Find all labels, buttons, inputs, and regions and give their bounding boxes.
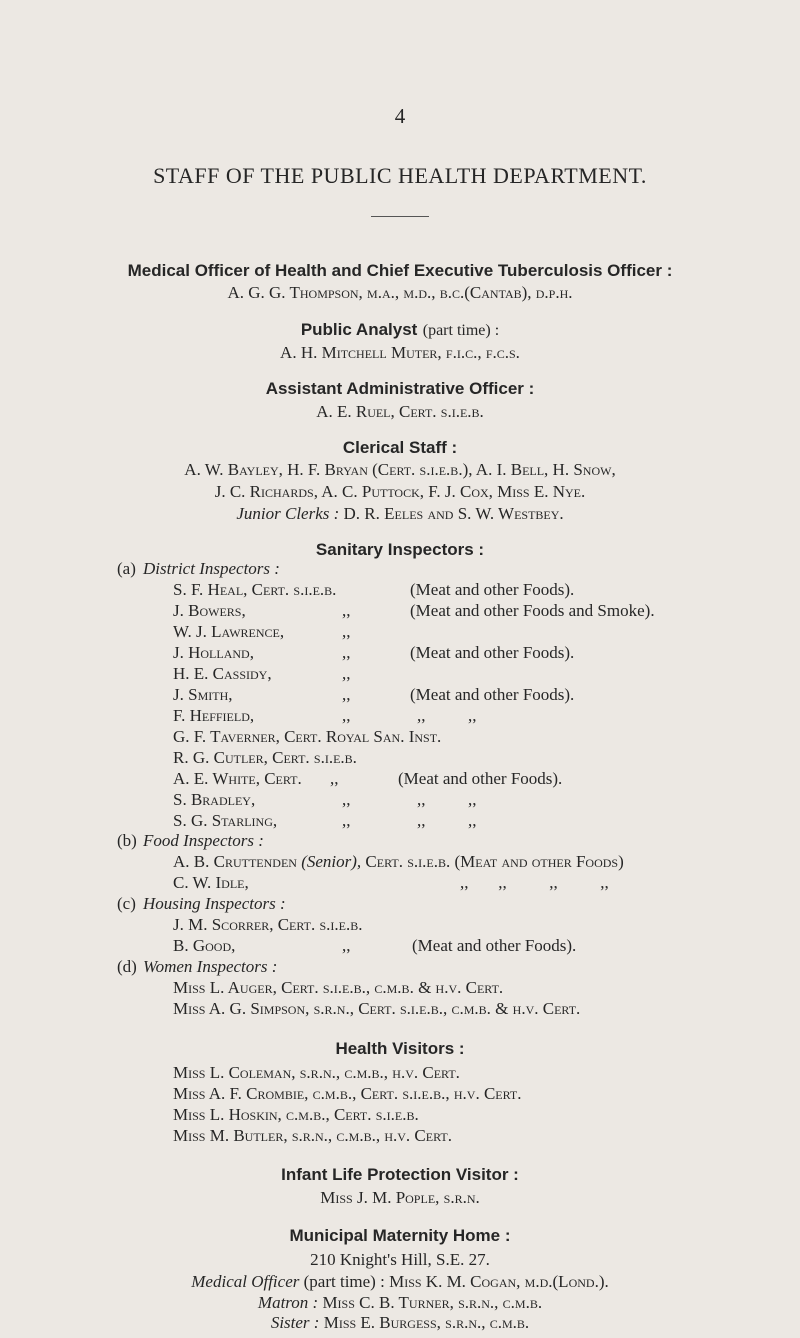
district-row-name: S. F. Heal, Cert. s.i.e.b. — [173, 580, 337, 599]
district-row-name: W. J. Lawrence, — [173, 622, 285, 641]
page-title: STAFF OF THE PUBLIC HEALTH DEPARTMENT. — [153, 163, 647, 188]
district-row-name: H. E. Cassidy, — [173, 664, 272, 683]
analyst-heading-line — [0, 320, 800, 340]
maternity-address: 210 Knight's Hill, S.E. 27. — [310, 1250, 490, 1269]
housing-row-name: B. Good, — [173, 936, 236, 955]
moh-name: A. G. G. Thompson, m.a., m.d., b.c.(Cantab), d.p.h. — [227, 283, 573, 302]
district-row-note: (Meat and other Foods). — [410, 643, 575, 662]
title-divider — [371, 216, 429, 217]
maternity-matron-line — [0, 1293, 800, 1313]
ditto-mark: ,, — [342, 643, 351, 662]
admin-name: A. E. Ruel, Cert. s.i.e.b. — [316, 402, 484, 421]
district-label: District Inspectors : — [143, 559, 280, 578]
page-number: 4 — [394, 104, 406, 128]
clerical-heading: Clerical Staff : — [342, 438, 458, 457]
district-marker: (a) — [117, 559, 136, 578]
junior-clerks-label: Junior Clerks : — [236, 504, 340, 523]
district-row-note: (Meat and other Foods). — [410, 685, 575, 704]
health-visitor-row: Miss A. F. Crombie, c.m.b., Cert. s.i.e.b., h.v. Cert. — [173, 1084, 522, 1103]
ditto-mark: ,, — [342, 936, 351, 955]
senior-note: (Senior), — [301, 852, 362, 871]
maternity-heading: Municipal Maternity Home : — [289, 1226, 511, 1245]
sanitary-heading: Sanitary Inspectors : — [315, 540, 485, 559]
health-visitors-heading: Health Visitors : — [335, 1039, 465, 1058]
moh-heading: Medical Officer of Health and Chief Executive Tuberculosis Officer : — [127, 261, 673, 280]
matron-name: Miss C. B. Turner, s.r.n., c.m.b. — [322, 1293, 543, 1312]
food-row-rest: Cert. s.i.e.b. (Meat and other Foods) — [365, 852, 624, 871]
food-row-name: A. B. Cruttenden — [173, 852, 297, 871]
health-visitor-row: Miss L. Coleman, s.r.n., c.m.b., h.v. Cert. — [173, 1063, 460, 1082]
analyst-heading: Public Analyst — [300, 320, 418, 339]
analyst-heading-note: (part time) : — [422, 322, 500, 339]
infant-name: Miss J. M. Pople, s.r.n. — [320, 1188, 480, 1207]
district-row-note: ,, ,, — [417, 790, 477, 809]
health-visitor-row: Miss L. Hoskin, c.m.b., Cert. s.i.e.b. — [173, 1105, 419, 1124]
district-row-name: J. Bowers, — [173, 601, 246, 620]
district-row-name: J. Smith, — [173, 685, 233, 704]
food-row-name: C. W. Idle, — [173, 873, 249, 892]
ditto-mark: ,, — [342, 790, 351, 809]
district-row-name: J. Holland, — [173, 643, 254, 662]
women-label: Women Inspectors : — [143, 957, 278, 976]
district-row-name: F. Heffield, — [173, 706, 255, 725]
district-row-name: G. F. Taverner, Cert. Royal San. Inst. — [173, 727, 442, 746]
ditto-mark: ,, — [342, 601, 351, 620]
district-row-name: S. G. Starling, — [173, 811, 278, 830]
district-row-note: (Meat and other Foods). — [410, 580, 575, 599]
maternity-mo-label: Medical Officer — [191, 1272, 300, 1291]
ditto-mark: ,, — [342, 706, 351, 725]
clerical-line-1: A. W. Bayley, H. F. Bryan (Cert. s.i.e.b.), A. I. Bell, H. Snow, — [184, 460, 616, 479]
district-row-note: (Meat and other Foods). — [398, 769, 563, 788]
women-row: Miss A. G. Simpson, s.r.n., Cert. s.i.e.b., c.m.b. & h.v. Cert. — [173, 999, 581, 1018]
health-visitor-row: Miss M. Butler, s.r.n., c.m.b., h.v. Cert. — [173, 1126, 452, 1145]
analyst-name: A. H. Mitchell Muter, f.i.c., f.c.s. — [280, 343, 520, 362]
district-row-name: A. E. White, Cert. — [173, 769, 302, 788]
ditto-mark: ,, — [342, 664, 351, 683]
maternity-sister-line — [0, 1313, 800, 1333]
maternity-mo-note: (part time) : — [303, 1272, 385, 1291]
admin-heading: Assistant Administrative Officer : — [265, 379, 535, 398]
sister-name: Miss E. Burgess, s.r.n., c.m.b. — [323, 1313, 530, 1332]
junior-clerks-line — [0, 504, 800, 524]
junior-clerks-names: D. R. Eeles and S. W. Westbey. — [343, 504, 564, 523]
clerical-line-2: J. C. Richards, A. C. Puttock, F. J. Cox, Miss E. Nye. — [214, 482, 586, 501]
housing-label: Housing Inspectors : — [143, 894, 286, 913]
matron-label: Matron : — [257, 1293, 319, 1312]
ditto-mark: ,, — [342, 811, 351, 830]
food-label: Food Inspectors : — [143, 831, 264, 850]
sister-label: Sister : — [270, 1313, 320, 1332]
district-row-note: (Meat and other Foods and Smoke). — [410, 601, 655, 620]
ditto-mark: ,, — [330, 769, 339, 788]
ditto-mark: ,, — [342, 622, 351, 641]
ditto-mark: ,, — [342, 685, 351, 704]
housing-row-note: (Meat and other Foods). — [412, 936, 577, 955]
housing-row-name: J. M. Scorrer, Cert. s.i.e.b. — [173, 915, 363, 934]
food-row — [173, 852, 624, 872]
food-marker: (b) — [117, 831, 137, 850]
women-row: Miss L. Auger, Cert. s.i.e.b., c.m.b. & h.v. Cert. — [173, 978, 504, 997]
maternity-mo-line — [0, 1272, 800, 1292]
district-row-note: ,, ,, — [417, 811, 477, 830]
district-row-name: R. G. Cutler, Cert. s.i.e.b. — [173, 748, 357, 767]
district-row-note: ,, ,, — [417, 706, 477, 725]
district-row-name: S. Bradley, — [173, 790, 256, 809]
women-marker: (d) — [117, 957, 137, 976]
housing-marker: (c) — [117, 894, 136, 913]
maternity-mo-name: Miss K. M. Cogan, m.d.(Lond.). — [389, 1272, 609, 1291]
ditto-mark: ,, ,, ,, ,, — [460, 873, 609, 892]
infant-heading: Infant Life Protection Visitor : — [281, 1165, 519, 1184]
